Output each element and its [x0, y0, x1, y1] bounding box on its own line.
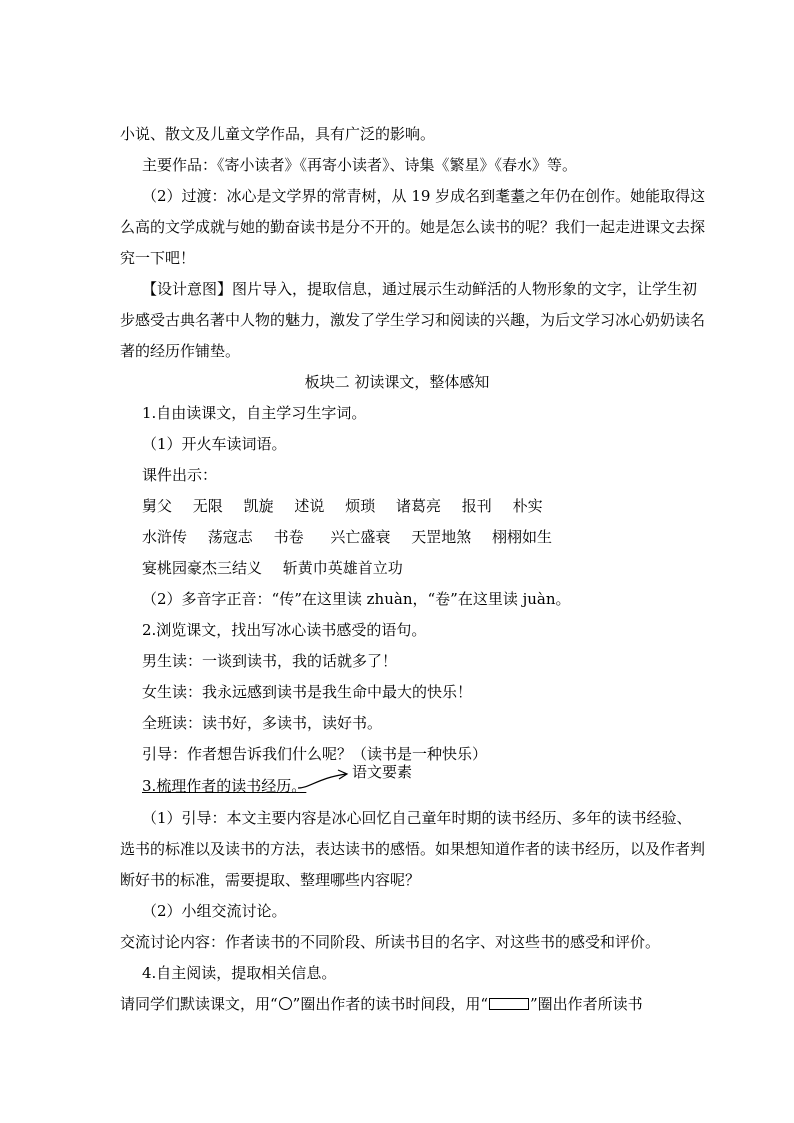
paragraph-line: 究一下吧！	[120, 249, 196, 267]
step-3-sub-2: （2）小组交流讨论。	[142, 902, 287, 920]
instruction-text: ”圈出作者所读书	[530, 995, 643, 1013]
circle-mark-icon	[279, 997, 292, 1010]
step-1-sub-2: （2）多音字正音：“传”在这里读 zhuàn，“卷”在这里读 juàn。	[142, 590, 571, 608]
step-3: 3.梳理作者的读书经历。	[142, 777, 307, 795]
word: 荡寇志	[207, 528, 253, 546]
section-heading: 板块二 初读课文，整体感知	[304, 373, 490, 391]
word: 栩栩如生	[491, 528, 552, 546]
step-1: 1.自由读课文，自主学习生字词。	[142, 404, 367, 422]
word: 报刊	[461, 497, 492, 515]
word: 朴实	[512, 497, 543, 515]
step-3-sub-1: 断好书的标准，需要提取、整理哪些内容呢？	[120, 871, 421, 889]
annotation-arrow-icon	[296, 768, 356, 792]
word: 诸葛亮	[395, 497, 441, 515]
word-row-3	[142, 558, 403, 580]
paragraph-line: 小说、散文及儿童文学作品，具有广泛的影响。	[120, 125, 436, 143]
design-intent-line: 著的经历作铺垫。	[120, 342, 241, 360]
word: 书卷	[273, 528, 304, 546]
word: 无限	[192, 497, 223, 515]
step-3-sub-1: 选书的标准以及读书的方法，表达读书的感悟。如果想知道作者的读书经历，以及作者判	[120, 840, 706, 858]
paragraph-line: 主要作品：《寄小读者》《再寄小读者》、诗集《繁星》《春水》等。	[142, 156, 578, 174]
class-reading: 全班读：读书好，多读书，读好书。	[142, 714, 383, 732]
word: 凯旋	[243, 497, 274, 515]
word: 宴桃园豪杰三结义	[142, 559, 263, 577]
design-intent-line: 【设计意图】图片导入，提取信息，通过展示生动鲜活的人物形象的文字，让学生初	[142, 280, 698, 298]
design-intent-line: 步感受古典名著中人物的魅力，激发了学生学习和阅读的兴趣，为后文学习冰心奶奶读名	[120, 311, 706, 329]
margin-annotation: 语文要素	[352, 763, 413, 781]
girls-reading: 女生读：我永远感到读书是我生命中最大的快乐！	[142, 683, 473, 701]
word: 斩黄巾英雄首立功	[282, 559, 403, 577]
instruction-text: 请同学们默读课文，用“	[120, 995, 278, 1013]
word-row-2	[142, 527, 552, 549]
discussion-content: 交流讨论内容：作者读书的不同阶段、所读书目的名字、对这些书的感受和评价。	[120, 933, 661, 951]
step-4-instruction	[120, 994, 643, 1016]
guide-question: 引导：作者想告诉我们什么呢？（读书是一种快乐）	[142, 745, 488, 763]
boys-reading: 男生读：一谈到读书，我的话就多了！	[142, 652, 398, 670]
paragraph-line: （2）过渡：冰心是文学界的常青树，从 19 岁成名到耄耋之年仍在创作。她能取得这	[142, 187, 706, 205]
word: 烦琐	[345, 497, 376, 515]
word: 天罡地煞	[411, 528, 472, 546]
step-4: 4.自主阅读，提取相关信息。	[142, 964, 337, 982]
instruction-text: ”圈出作者的读书时间段，用“	[292, 995, 489, 1013]
courseware-label: 课件出示：	[142, 466, 218, 484]
step-2: 2.浏览课文，找出写冰心读书感受的语句。	[142, 621, 427, 639]
box-mark-icon	[489, 998, 529, 1010]
word: 兴亡盛衰	[330, 528, 391, 546]
word-row-1	[142, 496, 543, 518]
step-3-sub-1: （1）引导：本文主要内容是冰心回忆自己童年时期的读书经历、多年的读书经验、	[142, 809, 692, 827]
word: 述说	[294, 497, 325, 515]
step-1-sub-1: （1）开火车读词语。	[142, 435, 287, 453]
word: 舅父	[142, 497, 173, 515]
word: 水浒传	[142, 528, 188, 546]
paragraph-line: 么高的文学成就与她的勤奋读书是分不开的。她是怎么读书的呢？我们一起走进课文去探	[120, 218, 706, 236]
